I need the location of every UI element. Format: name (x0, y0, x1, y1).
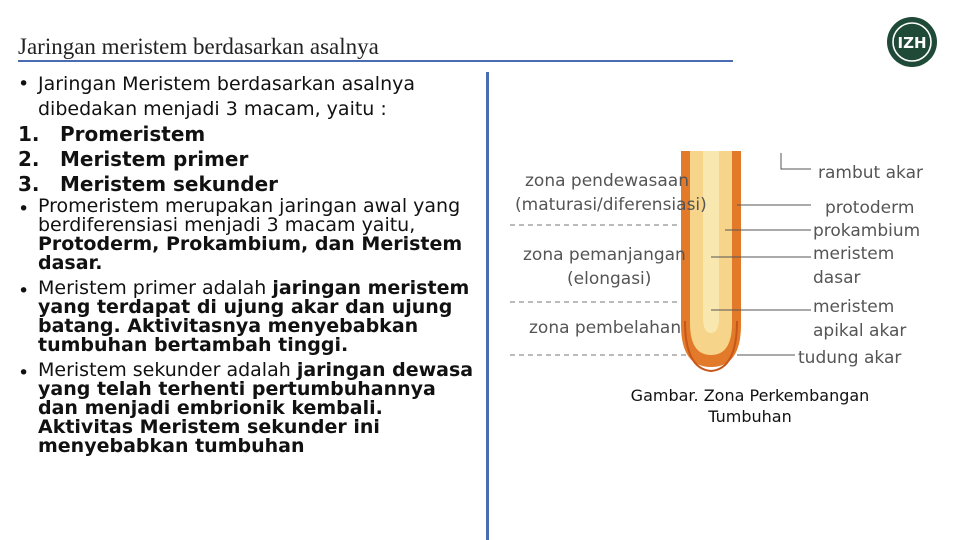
label-maturation-zone: zona pendewasaan (525, 171, 689, 191)
root-core (703, 151, 719, 333)
slide-title: Jaringan meristem berdasarkan asalnya (18, 34, 379, 59)
numbered-item-1 (18, 122, 482, 147)
label-elongation-zone: zona pemanjangan (523, 245, 686, 265)
item-3-text: Meristem sekunder (60, 172, 279, 196)
item-1-text: Promeristem (60, 122, 206, 146)
label-apical-meristem: meristem (813, 297, 895, 317)
number-marker: 2. (18, 147, 40, 171)
number-marker: 3. (18, 172, 40, 196)
item-2-text: Meristem primer (60, 147, 249, 171)
label-root-cap: tudung akar (798, 348, 902, 368)
primer-text: Meristem primer adalah (38, 277, 273, 299)
bullet-dot: • (18, 73, 30, 95)
title-underline (18, 60, 733, 62)
bullet-dot: • (18, 362, 30, 384)
label-procambium: prokambium (813, 221, 921, 241)
figure-caption (600, 385, 900, 427)
label-protoderm: protoderm (825, 198, 915, 218)
sekunder-text: Meristem sekunder adalah (38, 359, 297, 381)
numbered-item-3 (18, 172, 482, 197)
label-elongation-zone-sub: (elongasi) (567, 269, 652, 289)
numbered-item-2 (18, 147, 482, 172)
bullet-sekunder (18, 361, 482, 456)
bullet-dot: • (18, 198, 30, 220)
label-root-hair: rambut akar (818, 163, 923, 183)
caption-line-2: Tumbuhan (708, 407, 792, 426)
promeristem-bold-text: Protoderm, Prokambium, dan Meristem dasar. (38, 233, 463, 274)
intro-text: Jaringan Meristem berdasarkan asalnya dibedakan menjadi 3 macam, yaitu : (38, 73, 415, 120)
logo-text: IZH (897, 34, 927, 52)
root-zone-diagram (505, 145, 950, 375)
number-marker: 1. (18, 122, 40, 146)
vertical-divider (486, 72, 489, 540)
content-body (18, 72, 482, 540)
root-hair-bracket (781, 153, 811, 169)
bullet-list (18, 72, 482, 456)
label-ground-meristem: meristem (813, 244, 895, 264)
label-division-zone: zona pembelahan (529, 318, 682, 338)
bullet-dot: • (18, 280, 30, 302)
label-maturation-zone-sub: (maturasi/diferensiasi) (515, 195, 707, 215)
caption-line-1: Gambar. Zona Perkembangan (630, 386, 870, 405)
primer-bold-text: jaringan meristem yang terdapat di ujung akar dan ujung batang. Aktivitasnya menyebabkan tumbuhan bertambah tinggi. (38, 277, 470, 356)
label-ground-meristem-sub: dasar (813, 268, 861, 288)
label-apical-meristem-sub: apikal akar (813, 321, 907, 341)
sekunder-bold-text: jaringan dewasa yang telah terhenti pertumbuhannya dan menjadi embrionik kembali. Aktivitas Meristem sekunder ini menyebabkan tumbuhan (38, 359, 474, 457)
logo (886, 16, 938, 68)
bullet-intro (18, 72, 482, 122)
promeristem-text: Promeristem merupakan jaringan awal yang berdiferensiasi menjadi 3 macam yaitu, (38, 195, 461, 236)
bullet-promeristem (18, 197, 482, 273)
bullet-primer (18, 279, 482, 355)
